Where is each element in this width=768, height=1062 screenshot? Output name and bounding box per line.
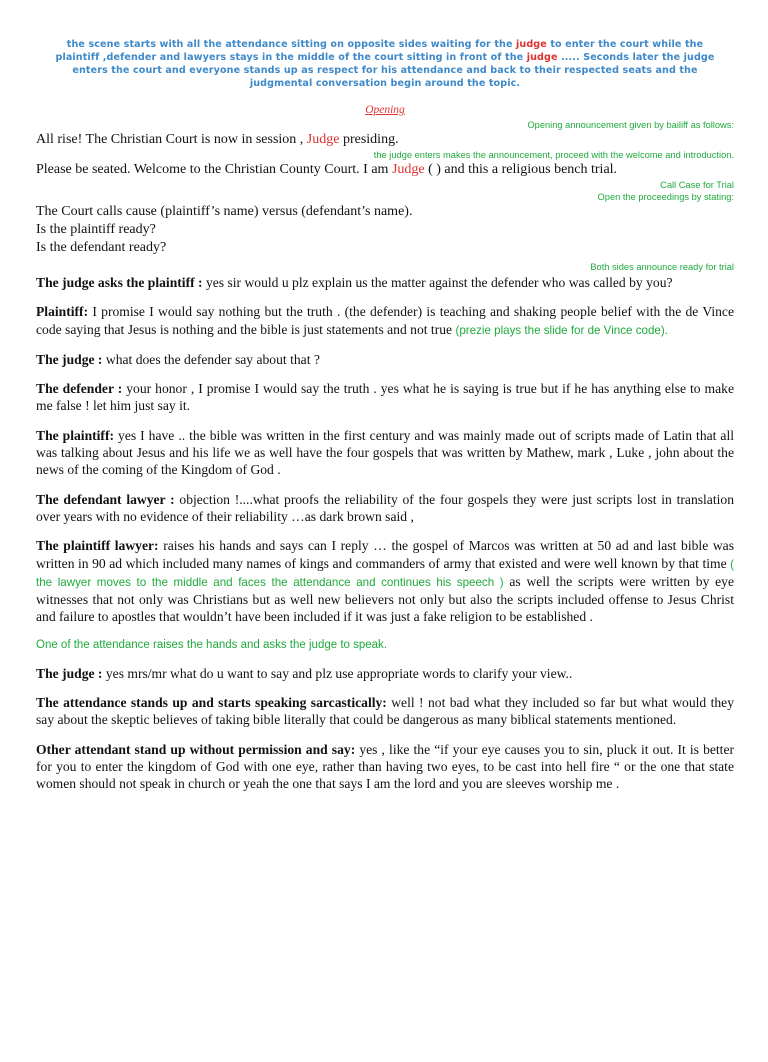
welcome-line (36, 161, 734, 179)
welcome-judge: Judge (391, 162, 425, 177)
all-rise-judge: Judge (306, 132, 340, 147)
dialogue-defendant-lawyer (36, 491, 734, 526)
dialogue-text: yes , like the “if your eye causes you to sin, pluck it out. It is better for you to enter the kingdom of God with one eye, rather than having two eyes, to be cast into hell fire “ or the one that state women should not speak in church or yeah the one that says I am the lord and you are sleeves worship me . (36, 741, 735, 792)
intro-judge-2: judge (526, 52, 558, 63)
dialogue-plaintiff (36, 303, 734, 339)
both-sides-note: Both sides announce ready for trial (590, 262, 734, 272)
dialogue-plaintiff-2 (36, 427, 734, 479)
document-page (0, 38, 768, 1062)
stage-note: ( the lawyer moves to the middle and faces the attendance and continues his speech ) (36, 557, 734, 589)
intro-text-2: to enter the court while the plaintiff ,defender and lawyers stays in the middle of the court sitting in front of the (55, 39, 704, 63)
speaker-label: The judge asks the plaintiff : (36, 275, 206, 290)
welcome-end: ( ) and this a religious bench trial. (424, 162, 618, 177)
attendance-note: One of the attendance raises the hands and asks the judge to speak. (36, 638, 387, 651)
bailiff-note: Opening announcement given by bailiff as follows: (527, 120, 734, 130)
dialogue-text: I promise I would say nothing but the truth . (the defender) is teaching and shaking people belief with the de Vince code saying that Jesus is nothing and the bible is just statements and not true (36, 304, 734, 337)
all-rise-text: All rise! The Christian Court is now in session , (36, 132, 307, 147)
scene-intro (54, 38, 716, 90)
dialogue-other-attendant (36, 741, 734, 793)
speaker-label: The defender : (36, 381, 127, 397)
dialogue-text-continued: as well the scripts were written by eye witnesses that not only was Christians but as well new believers not only but also the scripts included offense to Jesus Christ and failure to apostles that wouldn’t have been included if it was just a fake religion to be established . (36, 573, 735, 625)
dialogue-text: raises his hands and says can I reply … the gospel of Marcos was written at 50 ad and last bible was written in 90 ad which included many names of kings and commanders of army that existed and were well known by that time (36, 538, 735, 571)
speaker-label: The plaintiff: (36, 427, 119, 443)
calls-cause-line: The Court calls cause (plaintiff’s name) versus (defendant’s name). (36, 204, 413, 219)
intro-judge-1: judge (516, 39, 547, 50)
dialogue-attendance (36, 694, 734, 729)
opening-heading: Opening (365, 104, 405, 116)
all-rise-line (36, 131, 734, 149)
plaintiff-ready-line: Is the plaintiff ready? (36, 222, 156, 237)
dialogue-text: yes I have .. the bible was written in the first century and was mainly made out of scripts made of Latin that all was talking about Jesus and his life we as well have the four gospels that was written by Mathew, mark , Luke , john about the news of the coming of the Kingdom of God . (36, 427, 735, 478)
speaker-label: The attendance stands up and starts speaking sarcastically: (36, 695, 392, 711)
dialogue-text: well ! not bad what they included so far but what would they say about the skeptic believes of taking bible literally that could be dangerous as many biblical statements mentioned. (36, 695, 734, 728)
speaker-label: The judge : (36, 351, 106, 367)
dialogue-text: your honor , I promise I would say the truth . yes what he is saying is true but if he has anything else to make me false ! let him just say it. (36, 381, 734, 414)
dialogue-judge (36, 351, 734, 368)
dialogue-judge-asks (36, 274, 734, 291)
call-case-note: Call Case for Trial (660, 180, 734, 190)
dialogue-text: objection !....what proofs the reliability of the four gospels they were just scripts lost in translation over years with no evidence of their reliability …as dark brown said , (36, 491, 734, 524)
intro-text-3: ..... Seconds later the judge enters the court and everyone stands up as respect for his attendance and back to their respected seats and the judgmental conversation begin around the topic. (72, 52, 715, 89)
defendant-ready-line: Is the defendant ready? (36, 240, 167, 255)
speaker-label: Plaintiff: (36, 304, 93, 320)
speaker-label: The plaintiff lawyer: (36, 538, 164, 554)
all-rise-end: presiding. (339, 132, 399, 147)
welcome-text: Please be seated. Welcome to the Christian County Court. I am (36, 162, 392, 177)
stage-note: (prezie plays the slide for de Vince code). (455, 323, 668, 337)
speaker-label: The judge : (36, 665, 106, 681)
dialogue-plaintiff-lawyer (36, 537, 734, 625)
open-proceedings-note: Open the proceedings by stating: (597, 192, 734, 202)
judge-enters-note: the judge enters makes the announcement, proceed with the welcome and introduction. (373, 150, 734, 160)
dialogue-text: yes mrs/mr what do u want to say and plz use appropriate words to clarify your view.. (105, 665, 573, 681)
speaker-label: Other attendant stand up without permission and say: (36, 741, 360, 757)
dialogue-text: yes sir would u plz explain us the matter against the defender who was called by you? (205, 275, 673, 290)
dialogue-judge-2 (36, 665, 734, 682)
intro-text-1: the scene starts with all the attendance sitting on opposite sides waiting for the (66, 39, 516, 50)
dialogue-defender (36, 380, 734, 415)
speaker-label: The defendant lawyer : (36, 491, 180, 507)
dialogue-text: what does the defender say about that ? (105, 351, 320, 367)
